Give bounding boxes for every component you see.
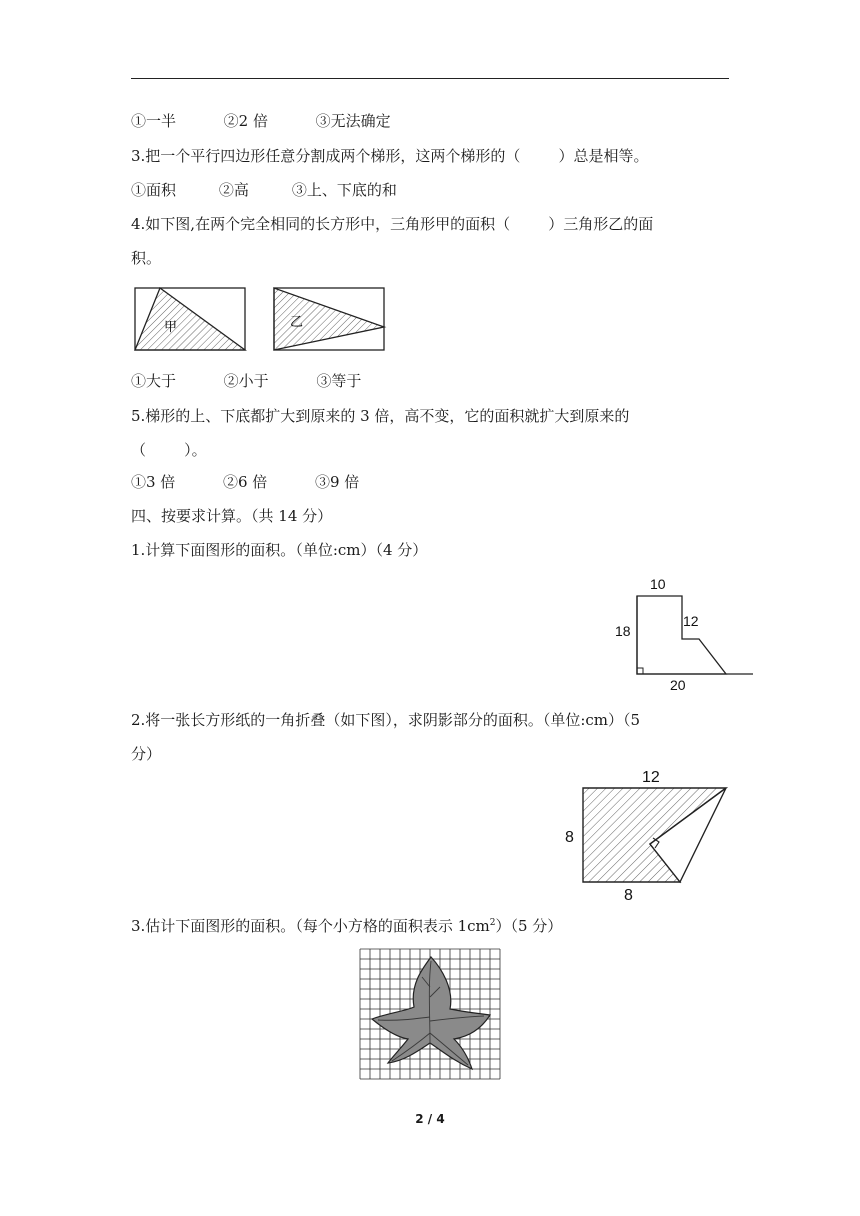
p1-label-top: 10 xyxy=(650,576,666,592)
p1-label-bottom: 20 xyxy=(670,677,686,693)
p2-shaded-region xyxy=(583,788,726,882)
p2-figure xyxy=(560,766,735,904)
q4-stem-line1: 4.如下图,在两个完全相同的长方形中，三角形甲的面积（ ）三角形乙的面 xyxy=(131,215,654,233)
p1-stem: 1.计算下面图形的面积。（单位:cm）（4 分） xyxy=(131,541,428,559)
triangle-jia xyxy=(135,288,245,350)
q3-options: ①面积 ②高 ③上、下底的和 xyxy=(131,181,397,199)
q5-stem-line1: 5.梯形的上、下底都扩大到原来的 3 倍，高不变，它的面积就扩大到原来的 xyxy=(131,407,630,425)
label-jia: 甲 xyxy=(164,320,178,335)
q4-stem-line2: 积。 xyxy=(131,249,162,267)
p1-label-left: 18 xyxy=(615,623,631,639)
q3-stem: 3.把一个平行四边形任意分割成两个梯形，这两个梯形的（ ）总是相等。 xyxy=(131,147,649,165)
q4-figure xyxy=(130,282,390,354)
p3-leaf-grid xyxy=(358,947,504,1088)
section4-title: 四、按要求计算。（共 14 分） xyxy=(131,507,333,525)
p1-label-right: 12 xyxy=(683,613,699,629)
q4-options: ①大于 ②小于 ③等于 xyxy=(131,372,362,390)
p3-stem: 3.估计下面图形的面积。（每个小方格的面积表示 $1cm^2)(5$ 分） xyxy=(131,917,563,935)
p2-label-bottom: 8 xyxy=(624,887,633,904)
p2-stem-line2: 分） xyxy=(131,745,162,763)
header-rule xyxy=(131,78,729,79)
p1-shape xyxy=(637,596,726,674)
page-number: 2 / 4 xyxy=(415,1112,445,1126)
q5-options: ①3 倍 ②6 倍 ③9 倍 xyxy=(131,473,360,491)
right-angle-mark xyxy=(637,668,643,674)
p2-label-top: 12 xyxy=(642,769,660,786)
p2-stem-line1: 2.将一张长方形纸的一角折叠（如下图），求阴影部分的面积。（单位:cm）（5 xyxy=(131,711,641,729)
q2-options: ①一半 ②2 倍 ③无法确定 xyxy=(131,112,391,130)
label-yi: 乙 xyxy=(290,315,304,330)
q5-stem-line2: （ ）。 xyxy=(131,441,207,459)
p2-label-left: 8 xyxy=(565,829,574,846)
p1-figure xyxy=(610,572,740,694)
